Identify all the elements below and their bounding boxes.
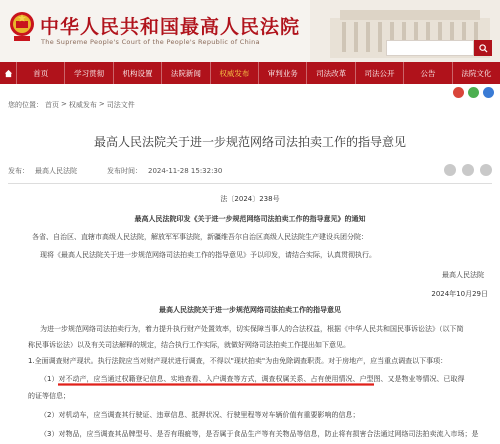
font-size-icon[interactable] — [444, 164, 456, 176]
nav-item-reform[interactable]: 司法改革 — [306, 62, 354, 84]
nav-item-openness[interactable]: 司法公开 — [355, 62, 403, 84]
site-subtitle: The Supreme People's Court of the People's Republic of China — [41, 38, 260, 46]
notice-body: 现将《最高人民法院关于进一步规范网络司法拍卖工作的指导意见》予以印发，请结合实际，认真贯彻执行。 — [40, 251, 376, 259]
article-title: 最高人民法院关于进一步规范网络司法拍卖工作的指导意见 — [93, 135, 406, 149]
doc-number: 法〔2024〕238号 — [220, 195, 280, 203]
addressee: 各省、自治区、直辖市高级人民法院，解放军军事法院，新疆维吾尔自治区高级人民法院生产建设兵团分院： — [32, 233, 368, 241]
source-label: 发布： — [8, 167, 29, 175]
issue-date: 2024年10月29日 — [431, 290, 488, 298]
nav-item-releases[interactable]: 权威发布 — [210, 62, 258, 84]
issuer: 最高人民法院 — [442, 271, 484, 279]
paragraph-3-line-2: 的证等信息； — [28, 392, 70, 400]
nav-item-study[interactable]: 学习贯彻 — [64, 62, 112, 84]
nav-item-trial[interactable]: 审判业务 — [258, 62, 306, 84]
breadcrumb-prefix: 您的位置： — [8, 101, 43, 109]
nav-item-news[interactable]: 法院新闻 — [161, 62, 209, 84]
search-input[interactable] — [386, 40, 474, 56]
wechat-icon[interactable] — [468, 87, 479, 98]
breadcrumb-item-documents[interactable]: 司法文件 — [106, 101, 135, 109]
breadcrumb-separator: > — [98, 100, 105, 108]
breadcrumb — [8, 100, 135, 110]
site-header — [0, 0, 500, 62]
article-tools — [444, 164, 492, 176]
notice-title: 最高人民法院印发《关于进一步规范网络司法拍卖工作的指导意见》的通知 — [134, 215, 366, 223]
nav-item-organization[interactable]: 机构设置 — [113, 62, 161, 84]
time-label: 发布时间： — [107, 167, 142, 175]
print-icon[interactable] — [462, 164, 474, 176]
article-meta — [8, 164, 492, 178]
site-title: 中华人民共和国最高人民法院 — [40, 16, 301, 38]
breadcrumb-separator: > — [61, 100, 67, 108]
divider — [8, 183, 492, 184]
mobile-icon[interactable] — [483, 87, 494, 98]
paragraph-5: （3）对物品，应当调查其品牌型号、是否有瑕疵等，是否属于食品生产等有关物品等信息，防止将有损害合法通过网络司法拍卖流入市场；是 — [40, 430, 479, 438]
search-icon — [479, 44, 488, 53]
breadcrumb-item-home[interactable]: 首页 — [45, 101, 59, 109]
nav-home-icon-button[interactable] — [0, 62, 16, 84]
source-value: 最高人民法院 — [35, 167, 77, 175]
main-nav — [0, 62, 500, 84]
paragraph-3-line-1: （1）对不动产，应当通过权籍登记信息、实地查看、入户调查等方式，调查权属关系、占有使用情况、户型图、又是物业等情况、已取得 — [40, 375, 465, 383]
opinion-title: 最高人民法院关于进一步规范网络司法拍卖工作的指导意见 — [159, 306, 341, 314]
nav-item-culture[interactable]: 法院文化 — [452, 62, 500, 84]
red-annotation-underline — [58, 383, 374, 386]
search-button[interactable] — [474, 40, 492, 56]
share-icon[interactable] — [480, 164, 492, 176]
paragraph-1-line-1: 为进一步规范网络司法拍卖行为，着力提升执行财产处置效率，切实保障当事人的合法权益，根据《中华人民共和国民事诉讼法》（以下简 — [40, 325, 464, 333]
time-value: 2024-11-28 15:32:30 — [148, 167, 223, 175]
weibo-icon[interactable] — [453, 87, 464, 98]
paragraph-1-line-2: 称民事诉讼法）以及有关司法解释的规定，结合执行工作实际，就做好网络司法拍卖工作提出如下意见。 — [28, 341, 350, 349]
paragraph-4: （2）对机动车，应当调查其行驶证、违章信息、抵押状况、行驶里程等对车辆价值有重要影响的信息； — [40, 411, 360, 419]
nav-item-home[interactable]: 首页 — [16, 62, 64, 84]
social-links — [453, 87, 494, 98]
home-icon — [4, 69, 13, 78]
breadcrumb-item-releases[interactable]: 权威发布 — [68, 101, 97, 109]
national-emblem-icon — [8, 9, 36, 43]
nav-item-notices[interactable]: 公告 — [403, 62, 451, 84]
paragraph-2: 1.全面调查财产现状。执行法院应当对财产现状进行调查，不得以"现状拍卖"为由免除调查职责。对于房地产，应当重点调查以下事项： — [28, 357, 448, 365]
